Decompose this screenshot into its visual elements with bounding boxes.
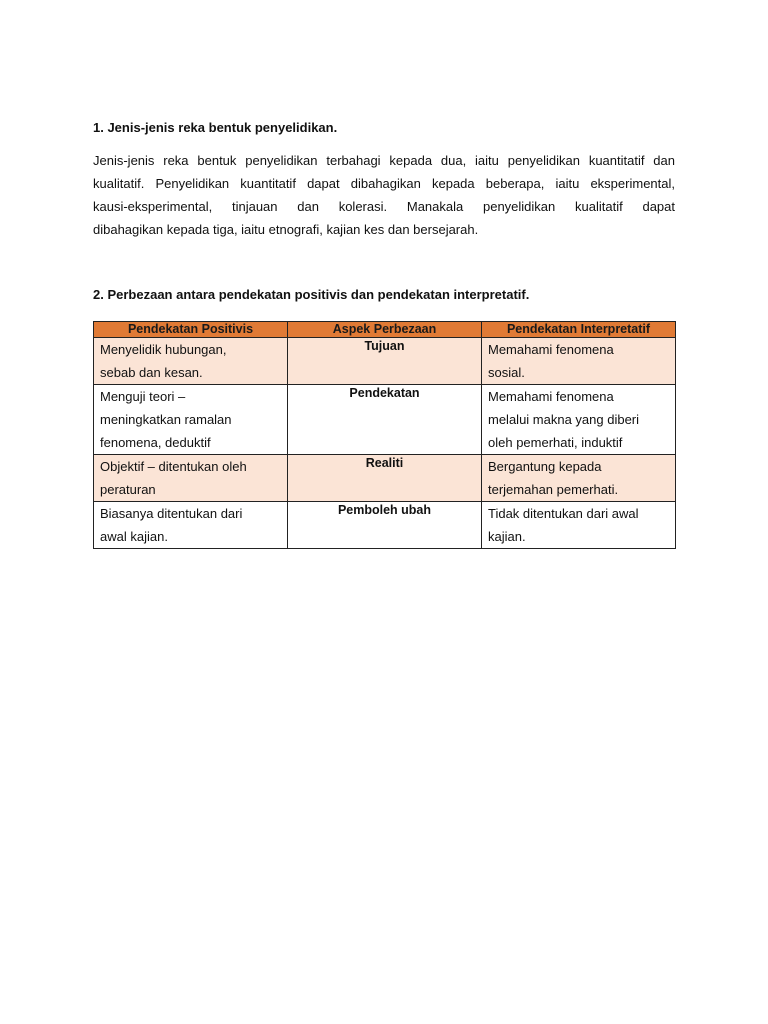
cell-positivis (94, 502, 288, 549)
table-row (94, 455, 676, 502)
cell-text-line: Bergantung kepada (488, 459, 602, 474)
section-1-paragraph (93, 149, 675, 241)
cell-text-line: Menyelidik hubungan, (100, 342, 227, 357)
section-2-heading: 2. Perbezaan antara pendekatan positivis dan pendekatan interpretatif. (93, 287, 530, 302)
paragraph-line: Jenis-jenis reka bentuk penyelidikan terbahagi kepada dua, iaitu penyelidikan kuantitatif dan (93, 153, 675, 168)
cell-interpretatif (482, 455, 676, 502)
table-row (94, 385, 676, 455)
table-row (94, 502, 676, 549)
cell-text-line: fenomena, deduktif (100, 435, 211, 450)
header-interpretatif: Pendekatan Interpretatif (482, 322, 676, 338)
cell-text-line: kajian. (488, 529, 526, 544)
paragraph-line: dibahagikan kepada tiga, iaitu etnografi, kajian kes dan bersejarah. (93, 222, 479, 237)
header-positivis: Pendekatan Positivis (94, 322, 288, 338)
cell-text-line: sosial. (488, 365, 525, 380)
cell-text-line: Memahami fenomena (488, 389, 614, 404)
cell-positivis (94, 385, 288, 455)
table-body (94, 338, 676, 549)
cell-interpretatif (482, 338, 676, 385)
cell-aspek: Realiti (288, 455, 482, 502)
paragraph-line: kualitatif. Penyelidikan kuantitatif dapat dibahagikan kepada beberapa, iaitu eksperimental, (93, 176, 675, 191)
cell-positivis (94, 338, 288, 385)
table-header-row (94, 322, 676, 338)
comparison-table (93, 321, 676, 549)
cell-text-line: sebab dan kesan. (100, 365, 203, 380)
cell-aspek: Pemboleh ubah (288, 502, 482, 549)
cell-text-line: Objektif – ditentukan oleh (100, 459, 247, 474)
cell-text-line: terjemahan pemerhati. (488, 482, 619, 497)
cell-interpretatif (482, 385, 676, 455)
cell-text-line: oleh pemerhati, induktif (488, 435, 623, 450)
cell-aspek: Pendekatan (288, 385, 482, 455)
cell-text-line: awal kajian. (100, 529, 168, 544)
cell-text-line: Biasanya ditentukan dari (100, 506, 243, 521)
cell-text-line: meningkatkan ramalan (100, 412, 232, 427)
section-1-heading: 1. Jenis-jenis reka bentuk penyelidikan. (93, 120, 338, 135)
cell-aspek: Tujuan (288, 338, 482, 385)
cell-text-line: Memahami fenomena (488, 342, 614, 357)
cell-text-line: peraturan (100, 482, 156, 497)
cell-text-line: melalui makna yang diberi (488, 412, 640, 427)
cell-text-line: Menguji teori – (100, 389, 186, 404)
cell-positivis (94, 455, 288, 502)
paragraph-line: kausi-eksperimental, tinjauan dan kolerasi. Manakala penyelidikan kualitatif dapat (93, 199, 675, 214)
cell-interpretatif (482, 502, 676, 549)
cell-text-line: Tidak ditentukan dari awal (488, 506, 639, 521)
header-aspek: Aspek Perbezaan (288, 322, 482, 338)
table-row (94, 338, 676, 385)
